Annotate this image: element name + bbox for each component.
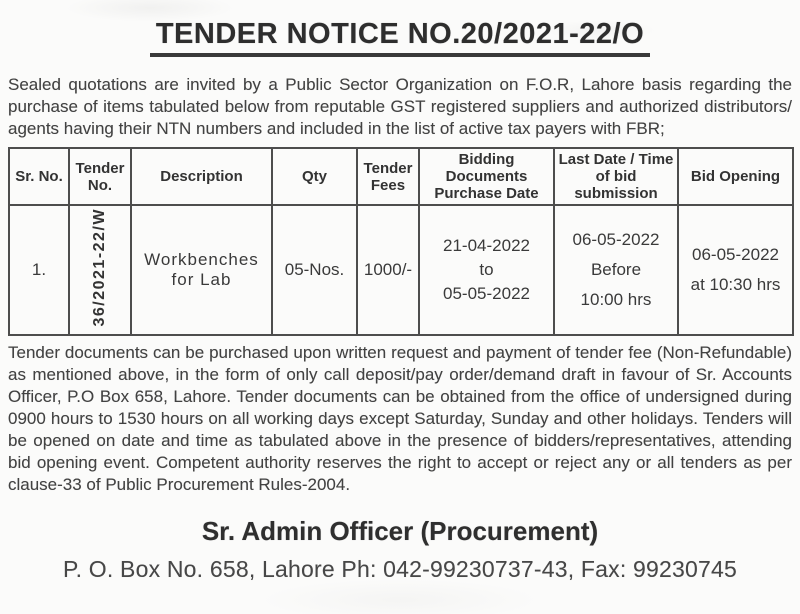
bid-opening-time: at 10:30 hrs xyxy=(690,274,781,294)
purchase-date-to: to xyxy=(479,259,494,279)
header-tender-fees: Tender Fees xyxy=(357,148,419,205)
signatory-title: Sr. Admin Officer (Procurement) xyxy=(201,515,599,546)
header-last-date-time-of-bid-submission: Last Date / Time of bid submission xyxy=(554,148,678,205)
page-title: TENDER NOTICE NO.20/2021-22/O xyxy=(150,18,650,57)
header-qty: Qty xyxy=(272,148,357,205)
tender-table-body xyxy=(9,205,793,335)
submission-time: 10:00 hrs xyxy=(580,289,652,309)
title-wrap xyxy=(8,18,792,57)
header-sr-no: Sr. No. xyxy=(9,148,69,205)
header-description: Description xyxy=(131,148,272,205)
cell-tender-fees: 1000/- xyxy=(357,205,419,335)
submission-date: 06-05-2022 xyxy=(572,229,660,249)
purchase-date-start: 21-04-2022 xyxy=(443,235,530,255)
cell-qty: 05-Nos. xyxy=(272,205,357,335)
cell-bid-opening xyxy=(678,205,793,335)
terms-paragraph: Tender documents can be purchased upon written request and payment of tender fee (Non-Refundable) as mentioned above, in the form of only call deposit/pay order/demand draft in favour of Sr. Accounts Officer, P.O Box 658, Lahore. Tender documents can be obtained from the office of undersigned during 0900 hours to 1530 hours on all working days except Saturday, Sunday and other holidays. Tenders will be opened on date and time as tabulated above in the presence of bidders/representatives, attending bid opening event. Competent authority reserves the right to accept or reject any or all tenders as per clause-33 of Public Procurement Rules-2004. xyxy=(8,342,792,494)
cell-tender-no xyxy=(69,205,131,335)
tender-table xyxy=(8,147,794,336)
cell-sr-no: 1. xyxy=(9,205,69,335)
cell-description: Workbenches for Lab xyxy=(131,205,272,335)
intro-paragraph: Sealed quotations are invited by a Public Sector Organization on F.O.R, Lahore basis regarding the purchase of items tabulated below from reputable GST registered suppliers and authorized distributors/ agents having their NTN numbers and included in the list of active tax payers with FBR; xyxy=(8,75,792,138)
bid-opening-date: 06-05-2022 xyxy=(692,244,779,264)
cell-last-date-time-of-bid-submission xyxy=(554,205,678,335)
tender-no-vertical-text: 36/2021-22/W xyxy=(91,208,108,327)
header-bidding-documents-purchase-date: Bidding Documents Purchase Date xyxy=(419,148,554,205)
table-row xyxy=(9,205,793,335)
header-bid-opening: Bid Opening xyxy=(678,148,793,205)
contact-line: P. O. Box No. 658, Lahore Ph: 042-99230737-43, Fax: 99230745 xyxy=(63,555,737,582)
tender-table-header xyxy=(9,148,793,205)
header-tender-no: Tender No. xyxy=(69,148,131,205)
submission-before: Before xyxy=(590,259,642,279)
header-row xyxy=(9,148,793,205)
cell-bidding-documents-purchase-date xyxy=(419,205,554,335)
purchase-date-end: 05-05-2022 xyxy=(443,283,530,303)
